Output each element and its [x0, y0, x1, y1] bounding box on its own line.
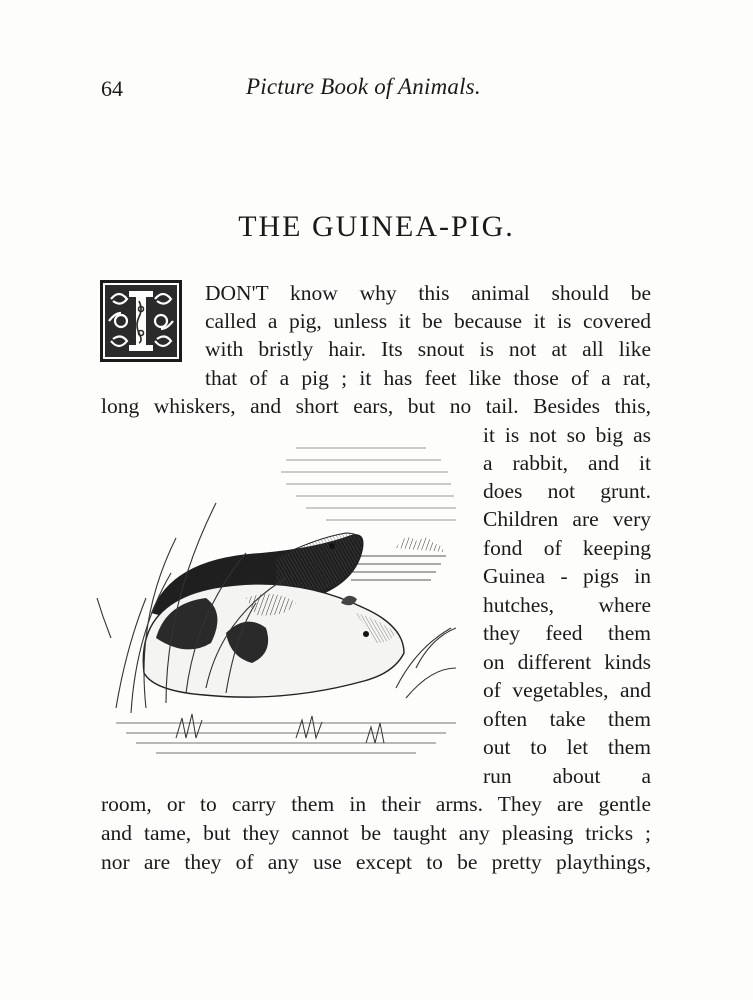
text-line: a rabbit, and it — [483, 451, 651, 475]
text-line: and tame, but they cannot be taught any pleasing tricks ; — [101, 821, 651, 845]
chapter-title: THE GUINEA-PIG. — [238, 210, 515, 243]
text-line: long whiskers, and short ears, but no tail. Besides this, — [101, 394, 651, 418]
text-line: that of a pig ; it has feet like those of a rat, — [205, 366, 651, 390]
text-line: it is not so big as — [483, 423, 651, 447]
text-line: on different kinds — [483, 650, 651, 674]
text-line: with bristly hair. Its snout is not at all like — [205, 337, 651, 361]
text-line: fond of keeping — [483, 536, 651, 560]
guinea-pig-engraving — [96, 438, 468, 772]
text-line: Children are very — [483, 507, 651, 531]
text-line: hutches, where — [483, 593, 651, 617]
text-line: DON'T know why this animal should be — [205, 281, 651, 305]
drop-cap-ornament — [99, 279, 183, 363]
text-line: out to let them — [483, 735, 651, 759]
text-line: nor are they of any use except to be pretty playthings, — [101, 850, 651, 874]
text-line: Guinea - pigs in — [483, 564, 651, 588]
page-number: 64 — [101, 76, 123, 101]
text-line: they feed them — [483, 621, 651, 645]
text-line: does not grunt. — [483, 479, 651, 503]
text-line: of vegetables, and — [483, 678, 651, 702]
text-line: room, or to carry them in their arms. They are gentle — [101, 792, 651, 816]
text-line: often take them — [483, 707, 651, 731]
text-line: run about a — [483, 764, 651, 788]
running-title: Picture Book of Animals. — [246, 74, 481, 99]
text-line: called a pig, unless it be because it is covered — [205, 309, 651, 333]
